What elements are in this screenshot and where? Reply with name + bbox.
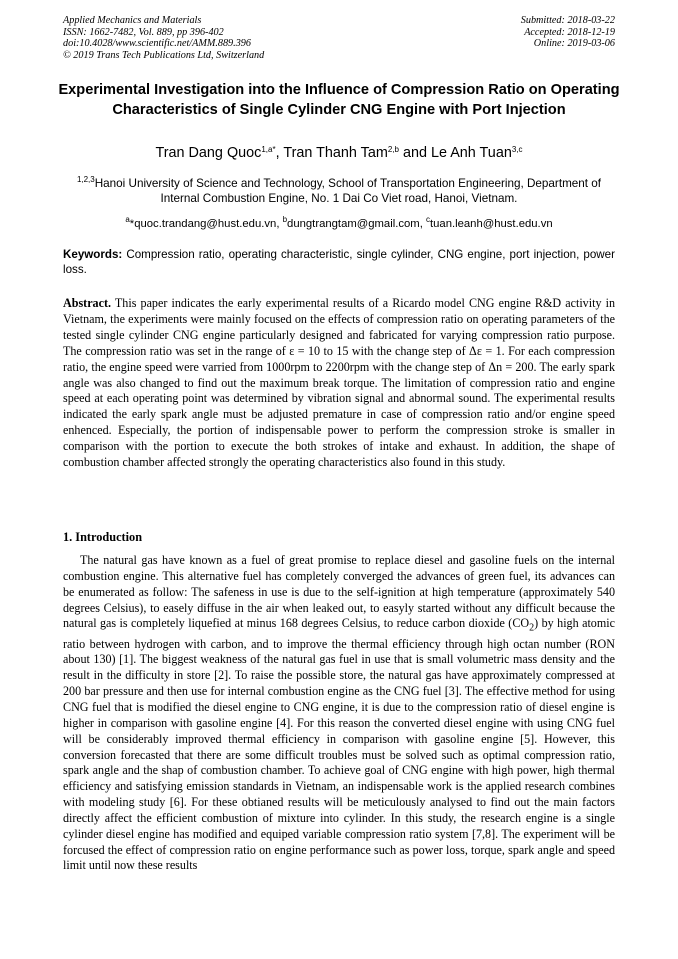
- keywords-label: Keywords:: [63, 248, 123, 261]
- dates-header: [521, 15, 615, 50]
- journal-header: [63, 15, 264, 61]
- author-affil-mark: 2,b: [387, 145, 399, 154]
- copyright-line: © 2019 Trans Tech Publications Ltd, Switzerland: [63, 49, 265, 61]
- online-date: Online: 2019-03-06: [533, 38, 615, 50]
- keywords-text: Compression ratio, operating characteristic, single cylinder, CNG engine, port injection, power loss.: [63, 248, 615, 276]
- affiliation: [60, 177, 618, 206]
- abstract-label: Abstract.: [63, 296, 112, 310]
- author-line: [52, 144, 626, 162]
- email-link[interactable]: tuan.leanh@hust.edu.vn: [429, 218, 553, 230]
- author-name: Tran Dang Quoc: [155, 145, 262, 161]
- journal-name: Applied Mechanics and Materials: [63, 15, 202, 26]
- section-heading: 1. Introduction: [63, 530, 143, 544]
- intro-text-part: The natural gas have known as a fuel of great promise to replace diesel and gasoline fuels on the internal combustion engine. This alternative fuel has completely converged the advances of green fuel, its advances can be enumerated as follow: The safeness in use is due to the self-ignition at high temperature (approximately 540 degrees Celsius), to easely diffuse in the air when leaked out, to easyly started without any difficult because the natural gas is completely liquefied at minus 168 degrees Celsius, to reduce carbon dioxide (CO: [63, 553, 615, 631]
- email-separator: ,: [276, 218, 283, 230]
- intro-text-part: ) by high atomic ratio between hydrogen with carbon, and to improve the thermal efficiency through high octan number (RON about 130) [1]. The biggest weakness of the natural gas fuel in use that is small volumetric mass density and the result in the difficulty in store [2]. To raise the possible store, the natural gas have approximately compressed at 200 bar pressure and then use for internal combustion engine as the CNG fuel [3]. The effective method for using CNG fuel that is modified the diesel engine to CNG engine, it is due to the compression ratio of diesel engine is higher in comparison with gasoline engine [4]. For this reason the converted diesel engine with using CNG fuel will be considerably improved thermal efficiency in comparison with gasoline engine [5]. However, this conversion forecasted that there are some difficult troubles must be solved such as optimal compression ratio, spark angle and the shap of combustion chamber. To achieve goal of CNG engine with high power, high thermal efficiency and satisfying emission standards in Vietnam, an indispensable work is the applied research combines with modeling study [6]. For these obtianed results will be meticulously analysed to find out the main factors directly affect the efficient combustion of mixture into cylinder. In this study, the research engine is a single cylinder diesel engine has modified and equiped variable compression ratio system [7,8]. The experiment will be forcused the effect of compression ratio on engine performance such as power loss, torque, spark angle and speed limit until now these results: [63, 616, 615, 873]
- abstract-text: This paper indicates the early experimental results of a Ricardo model CNG engine R&D activity in Vietnam, the experiments were mainly focused on the effects of compression ratio on operating parameters of the tested single cylinder CNG engine particularly designed and fabricated for varying compression ratio purpose. The compression ratio was set in the range of ε = 10 to 15 with the change step of Δε = 1. For each compression ratio, the engine speed were varried from 1000rpm to 2200rpm with the change step of Δn = 200. The early spark angle was also changed to find out the maximum break torque. The limitation of compression ratio and engine speed at each operating point was determined by vibration signal and abnormal sound. The experimental results indicated the early spark angle must be adjusted premature in case of compression ratio and/or engine speed enhenced. Especially, the portion of indispensable power to perform the compression stroke is smaller in comparison with the portion to execute the both strokes of intake and exhaust. In addition, the shape of combustion chamber affected strongly the operating characteristics also found in this study.: [63, 296, 615, 470]
- accepted-date: Accepted: 2018-12-19: [524, 26, 615, 38]
- email-mark: b: [282, 215, 288, 224]
- email-link[interactable]: *quoc.trandang@hust.edu.vn: [129, 218, 277, 230]
- email-link[interactable]: dungtrangtam@gmail.com: [287, 218, 420, 230]
- introduction-paragraph: [63, 553, 615, 874]
- affiliation-mark: 1,2,3: [76, 175, 95, 184]
- author-separator: ,: [275, 145, 284, 161]
- author-affil-mark: 3,c: [511, 145, 523, 154]
- abstract-block: [63, 296, 615, 471]
- doi-line: doi:10.4028/www.scientific.net/AMM.889.396: [63, 38, 251, 50]
- author-name: Le Anh Tuan: [431, 145, 512, 161]
- author-affil-mark: 1,a*: [261, 145, 276, 154]
- issn-line: ISSN: 1662-7482, Vol. 889, pp 396-402: [63, 26, 224, 38]
- email-mark: c: [425, 215, 430, 224]
- co2-subscript: 2: [529, 622, 535, 634]
- author-separator: and: [398, 145, 431, 161]
- affiliation-text: Hanoi University of Science and Technology, School of Transportation Engineering, Department of Internal Combustion Engine, No. 1 Dai Co Viet road, Hanoi, Vietnam.: [94, 177, 602, 205]
- paper-title: Experimental Investigation into the Influence of Compression Ratio on Operating Characteristics of Single Cylinder CNG Engine with Port Injection: [58, 82, 620, 118]
- submitted-date: Submitted: 2018-03-22: [520, 15, 615, 26]
- keywords-block: [63, 248, 615, 278]
- email-line: [60, 217, 618, 231]
- email-separator: ,: [419, 218, 426, 230]
- author-name: Tran Thanh Tam: [283, 145, 388, 161]
- email-mark: a: [125, 215, 130, 224]
